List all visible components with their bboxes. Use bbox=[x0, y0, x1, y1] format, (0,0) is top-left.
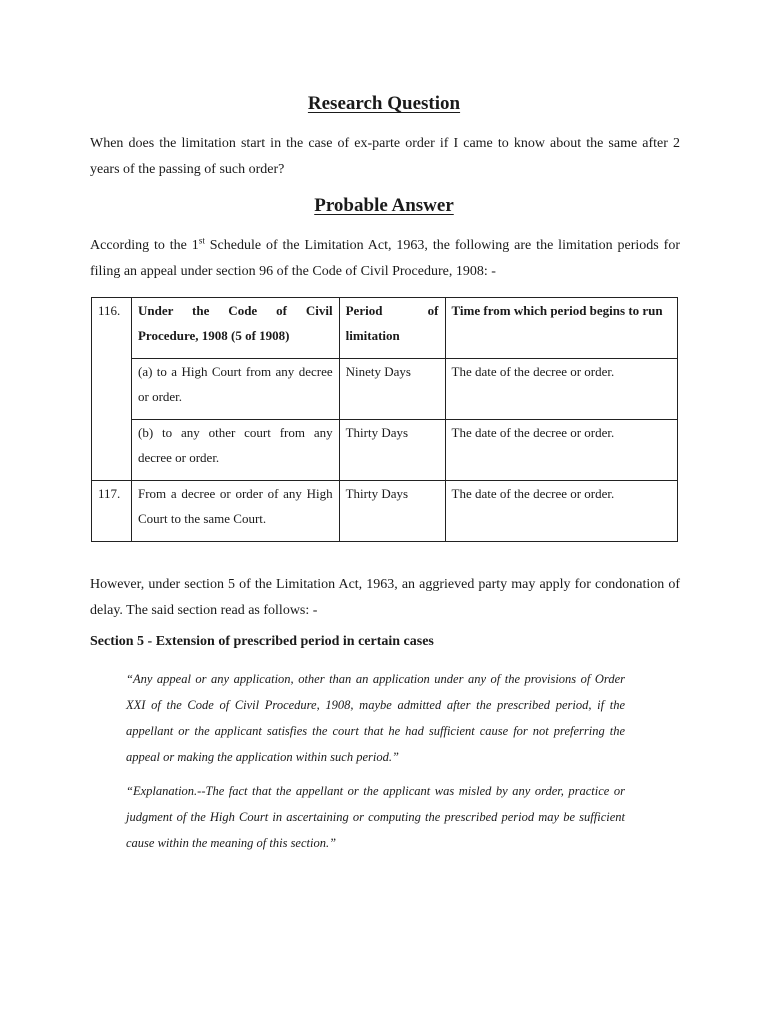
answer-intro-part-2: Schedule of the Limitation Act, 1963, the following are the limitation periods for filing an appeal under section 96 of the Code of Civil Procedure, 1908: - bbox=[90, 238, 680, 279]
table-header-time: Time from which period begins to run bbox=[445, 298, 678, 359]
condonation-paragraph: However, under section 5 of the Limitation Act, 1963, an aggrieved party may apply for condonation of delay. The said section read as follows: - bbox=[90, 577, 680, 618]
research-question-text: When does the limitation start in the case of ex-parte order if I came to know about the same after 2 years of the passing of such order? bbox=[90, 136, 680, 177]
research-question-heading: Research Question bbox=[307, 93, 461, 114]
table-cell-time: The date of the decree or order. bbox=[445, 481, 678, 542]
table-row bbox=[92, 481, 678, 542]
limitation-table bbox=[91, 297, 678, 542]
answer-intro bbox=[90, 233, 680, 285]
table-cell-time: The date of the decree or order. bbox=[445, 359, 678, 420]
table-cell-description: From a decree or order of any High Court to the same Court. bbox=[131, 481, 339, 542]
section-5-quote: “Any appeal or any application, other than an application under any of the provisions of Order XXI of the Code of Civil Procedure, 1908, maybe admitted after the prescribed period, if the appellant or the applicant satisfies the court that he had sufficient cause for not preferring the appeal or making the application within such period.” bbox=[126, 672, 625, 764]
probable-answer-heading: Probable Answer bbox=[314, 195, 454, 216]
table-cell-num: 116. bbox=[92, 298, 132, 359]
table-header-period: Period of limitation bbox=[339, 298, 445, 359]
table-cell-num: 117. bbox=[92, 481, 132, 542]
answer-intro-part-1: According to the 1 bbox=[90, 238, 199, 253]
table-header-description: Under the Code of Civil Procedure, 1908 (5 of 1908) bbox=[131, 298, 339, 359]
table-cell-num bbox=[92, 359, 132, 420]
table-cell-time: The date of the decree or order. bbox=[445, 420, 678, 481]
table-cell-period: Ninety Days bbox=[339, 359, 445, 420]
table-row bbox=[92, 420, 678, 481]
table-cell-description: (a) to a High Court from any decree or order. bbox=[131, 359, 339, 420]
section-5-explanation: “Explanation.--The fact that the appellant or the applicant was misled by any order, practice or judgment of the High Court in ascertaining or computing the prescribed period may be sufficient cause within the meaning of this section.” bbox=[126, 784, 625, 850]
answer-intro-superscript: st bbox=[198, 235, 205, 246]
table-header-row bbox=[92, 298, 678, 359]
table-row bbox=[92, 359, 678, 420]
section-5-heading: Section 5 - Extension of prescribed period in certain cases bbox=[90, 634, 434, 649]
table-cell-description: (b) to any other court from any decree or order. bbox=[131, 420, 339, 481]
table-cell-period: Thirty Days bbox=[339, 481, 445, 542]
table-cell-num bbox=[92, 420, 132, 481]
table-cell-period: Thirty Days bbox=[339, 420, 445, 481]
